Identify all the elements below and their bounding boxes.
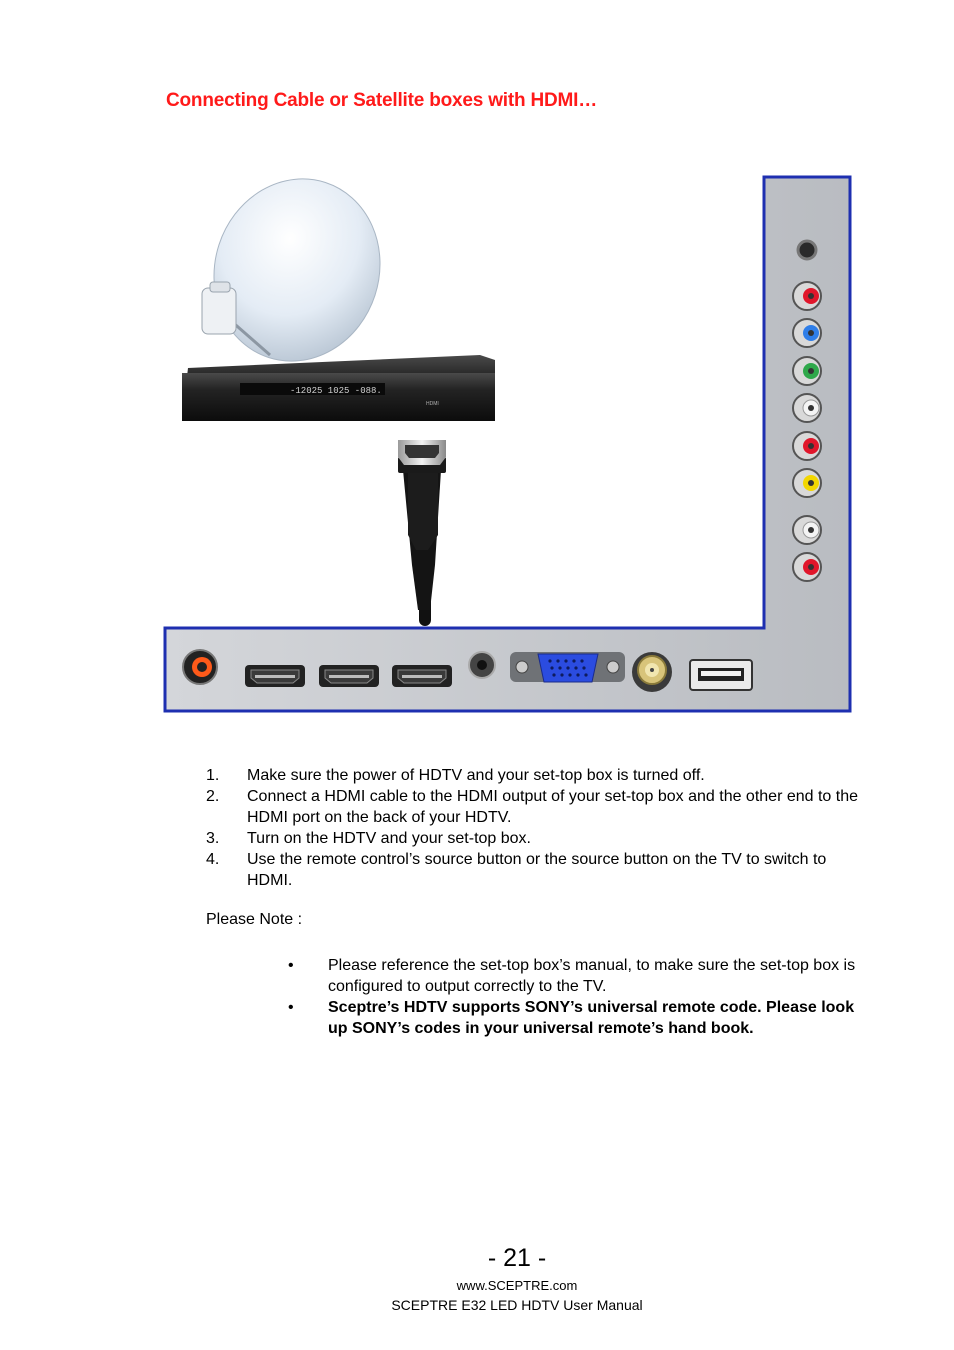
usb-port-icon: [690, 660, 752, 690]
hdmi-cable-icon: [398, 440, 446, 620]
rca-red-jack-icon: [793, 553, 821, 581]
page-number: - 21 -: [487, 1244, 547, 1272]
box-display-text: -12025 1025 -088.: [290, 386, 382, 396]
coax-antenna-jack-icon: [632, 652, 672, 692]
rca-red-jack-icon: [793, 432, 821, 460]
rca-white-jack-icon: [793, 394, 821, 422]
hdmi-port-icon: [245, 665, 305, 687]
box-brand-label: HDMI: [426, 401, 439, 407]
hdmi-port-icon: [319, 665, 379, 687]
list-item: 1. Make sure the power of HDTV and your set-top box is turned off.: [206, 767, 705, 784]
satellite-dish-icon: [191, 170, 404, 383]
hdmi-connection-diagram: [160, 170, 860, 720]
hdmi-port-icon: [392, 665, 452, 687]
rca-green-jack-icon: [793, 357, 821, 385]
vga-port-icon: [510, 652, 625, 682]
footer-url: www.SCEPTRE.com: [456, 1278, 578, 1293]
list-item: • Sceptre’s HDTV supports SONY’s universal remote code. Please look up SONY’s codes in your universal remote’s hand book.: [288, 999, 855, 1037]
list-item: 4. Use the remote control’s source button or the source button on the TV to switch to HDMI.: [206, 851, 827, 889]
headphone-jack-icon: [798, 241, 816, 259]
rca-yellow-jack-icon: [793, 469, 821, 497]
list-item: • Please reference the set-top box’s manual, to make sure the set-top box is configured to output correctly to the TV.: [288, 957, 856, 995]
steps-list: [206, 765, 866, 891]
audio-jack-icon: [469, 652, 495, 678]
spdif-jack-icon: [183, 650, 217, 684]
footer-manual-title: SCEPTRE E32 LED HDTV User Manual: [391, 1297, 643, 1313]
note-label: Please Note :: [206, 911, 303, 928]
rca-red-jack-icon: [793, 282, 821, 310]
list-item: 3. Turn on the HDTV and your set-top box.: [206, 830, 531, 847]
rca-white-jack-icon: [793, 516, 821, 544]
rca-blue-jack-icon: [793, 319, 821, 347]
set-top-box-icon: [182, 355, 495, 421]
notes-list: [284, 955, 874, 1039]
page-title: Connecting Cable or Satellite boxes with HDMI…: [166, 90, 598, 111]
list-item: 2. Connect a HDMI cable to the HDMI output of your set-top box and the other end to the HDMI port on the back of your HDTV.: [206, 788, 859, 826]
